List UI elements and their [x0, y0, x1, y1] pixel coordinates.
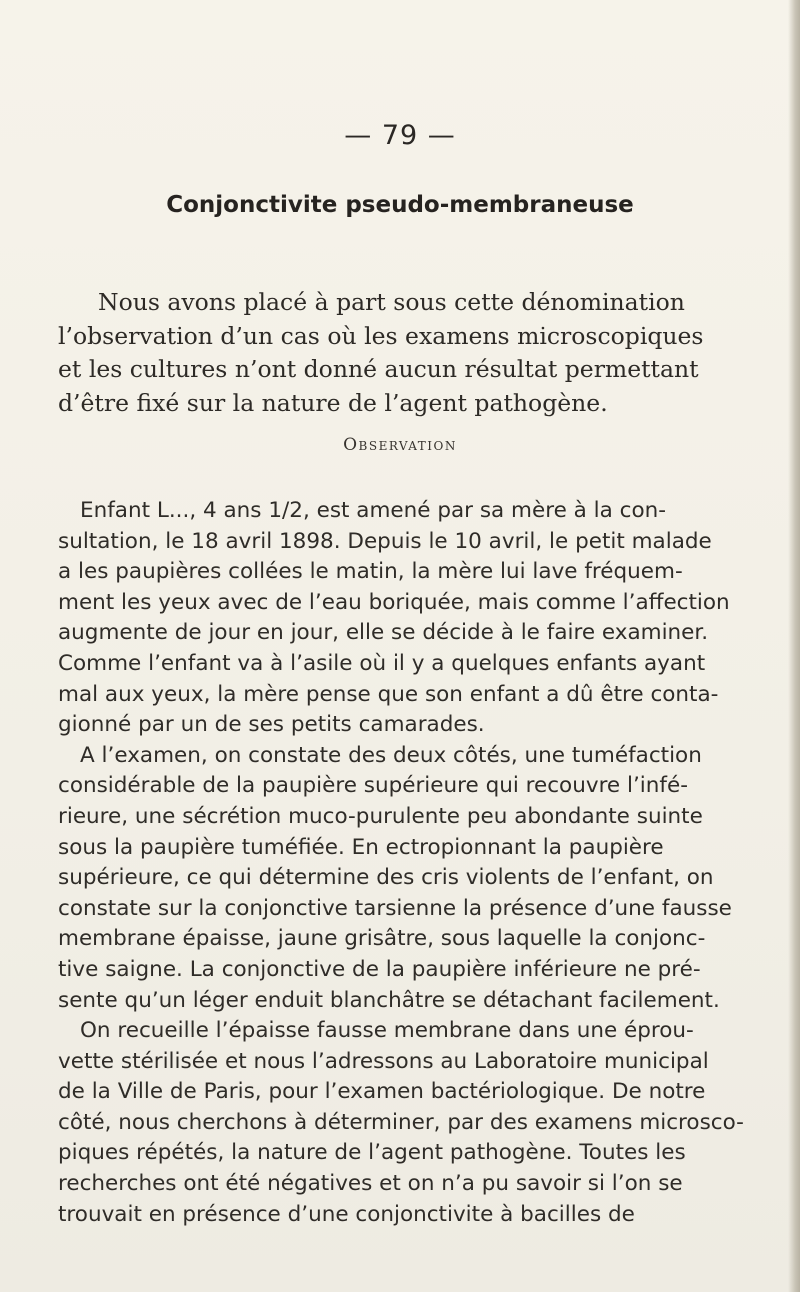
- body-line: membrane épaisse, jaune grisâtre, sous laquelle la conjonc-: [58, 926, 706, 952]
- intro-line: et les cultures n’ont donné aucun résultat permettant: [58, 355, 699, 383]
- body-line: vette stérilisée et nous l’adressons au Laboratoire municipal: [58, 1048, 709, 1074]
- body-line: Enfant L..., 4 ans 1/2, est amené par sa mère à la con-: [80, 498, 667, 523]
- body-line: tive saigne. La conjonctive de la paupière inférieure ne pré-: [58, 956, 701, 982]
- body-line: considérable de la paupière supérieure qui recouvre l’infé-: [58, 773, 688, 799]
- intro-line: l’observation d’un cas où les examens microscopiques: [58, 321, 704, 350]
- intro-line: d’être fixé sur la nature de l’agent pathogène.: [58, 388, 608, 417]
- body-line: gionné par un de ses petits camarades.: [58, 712, 485, 738]
- body-line: recherches ont été négatives et on n’a pu savoir si l’on se: [58, 1171, 683, 1197]
- chapter-title: Conjonctivite pseudo-membraneuse: [166, 192, 634, 218]
- body-line: de la Ville de Paris, pour l’examen bactériologique. De notre: [58, 1079, 706, 1105]
- intro-paragraph: [58, 286, 758, 420]
- body-line: sultation, le 18 avril 1898. Depuis le 10 avril, le petit malade: [58, 528, 712, 554]
- body-line: A l’examen, on constate des deux côtés, une tuméfaction: [80, 742, 702, 768]
- body-line: côté, nous cherchons à déterminer, par des examens microsco-: [58, 1109, 744, 1135]
- observation-text: [58, 496, 758, 1230]
- body-line: supérieure, ce qui détermine des cris violents de l’enfant, on: [58, 865, 714, 891]
- body-line: mal aux yeux, la mère pense que son enfant a dû être conta-: [58, 681, 719, 707]
- body-line: rieure, une sécrétion muco-purulente peu abondante suinte: [58, 803, 703, 829]
- body-line: constate sur la conjonctive tarsienne la présence d’une fausse: [58, 895, 732, 921]
- intro-line: Nous avons placé à part sous cette dénomination: [98, 288, 685, 316]
- page-number: — 79 —: [344, 120, 456, 151]
- body-line: Comme l’enfant va à l’asile où il y a quelques enfants ayant: [58, 650, 706, 676]
- body-line: sente qu’un léger enduit blanchâtre se détachant facilement.: [58, 987, 720, 1013]
- body-line: sous la paupière tuméfiée. En ectropionnant la paupière: [58, 834, 664, 860]
- body-line: piques répétés, la nature de l’agent pathogène. Toutes les: [58, 1140, 686, 1166]
- section-heading: Observation: [343, 435, 457, 455]
- body-line: a les paupières collées le matin, la mère lui lave fréquem-: [58, 559, 683, 585]
- body-line: On recueille l’épaisse fausse membrane dans une éprou-: [80, 1018, 694, 1044]
- body-line: ment les yeux avec de l’eau boriquée, mais comme l’affection: [58, 589, 730, 615]
- body-line: augmente de jour en jour, elle se décide à le faire examiner.: [58, 620, 709, 646]
- body-line: trouvait en présence d’une conjonctivite à bacilles de: [58, 1201, 635, 1227]
